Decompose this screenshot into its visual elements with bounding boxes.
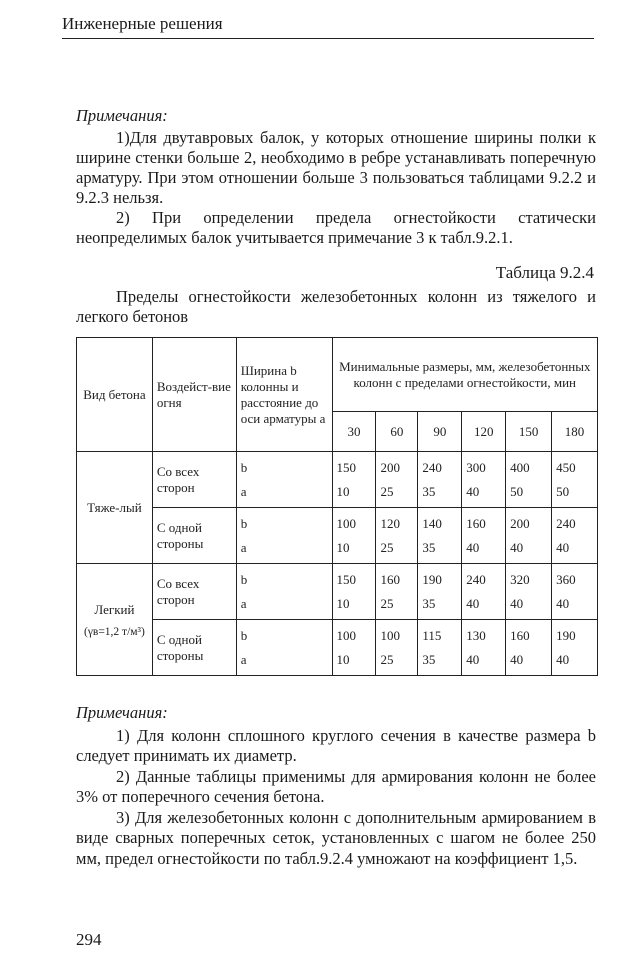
notes-title: Примечания: (76, 106, 168, 125)
table-number: Таблица 9.2.4 (495, 263, 594, 282)
param-labels: b a (236, 564, 332, 620)
value-cell: 100 25 (376, 620, 418, 676)
exposure-all-sides: Со всех сторон (152, 452, 236, 508)
notes-columns (76, 703, 596, 869)
header-concrete-type: Вид бетона (77, 338, 153, 452)
running-header: Инженерные решения (62, 14, 594, 39)
light-label: Легкий (94, 601, 135, 617)
value-cell: 300 40 (462, 452, 506, 508)
header-fire-exposure: Воздейст-вие огня (152, 338, 236, 452)
concrete-type-heavy: Тяже-лый (77, 452, 153, 564)
exposure-one-side: С одной стороны (152, 620, 236, 676)
value-cell: 100 10 (332, 508, 376, 564)
value-cell: 240 40 (462, 564, 506, 620)
limit-cell: 150 (506, 412, 552, 452)
page-number: 294 (76, 930, 102, 949)
exposure-all-sides: Со всех сторон (152, 564, 236, 620)
value-cell: 120 25 (376, 508, 418, 564)
value-cell: 200 25 (376, 452, 418, 508)
note-paragraph: 1) Для колонн сплошного круглого сечения в качестве размера b следует принимать их диаметр. (76, 725, 596, 765)
value-cell: 160 40 (462, 508, 506, 564)
value-cell: 360 40 (552, 564, 598, 620)
value-cell: 190 40 (552, 620, 598, 676)
note-paragraph: 1)Для двутавровых балок, у которых отношение ширины полки к ширине стенки больше 2, необходимо в ребре устанавливать поперечную арматуру. При этом отношении больше 3 пользоваться таблицами 9.2.2 и 9.2.3 нельзя. (76, 128, 596, 207)
limit-cell: 120 (462, 412, 506, 452)
value-cell: 100 10 (332, 620, 376, 676)
value-cell: 240 40 (552, 508, 598, 564)
value-cell: 150 10 (332, 452, 376, 508)
value-cell: 190 35 (418, 564, 462, 620)
param-labels: b a (236, 620, 332, 676)
notes-title: Примечания: (76, 703, 168, 722)
table-caption: Пределы огнестойкости железобетонных колонн из тяжелого и легкого бетонов (76, 287, 596, 326)
header-width-distance: Ширина b колонны и расстояние до оси арматуры a (236, 338, 332, 452)
notes-beams (76, 106, 596, 248)
note-paragraph: 2) Данные таблицы применимы для армирования колонн не более 3% от поперечного сечения бетона. (76, 766, 596, 806)
note-paragraph: 3) Для железобетонных колонн с дополнительным армированием в виде сварных поперечных сеток, установленных с шагом не более 250 мм, предел огнестойкости по табл.9.2.4 умножают на коэффициент 1,5. (76, 807, 596, 868)
limit-cell: 60 (376, 412, 418, 452)
note-paragraph: 2) При определении предела огнестойкости статически неопределимых балок учитывается примечание 3 к табл.9.2.1. (76, 208, 596, 247)
light-density: (γв=1,2 т/м³) (83, 625, 145, 638)
param-labels: b a (236, 508, 332, 564)
limit-cell: 90 (418, 412, 462, 452)
value-cell: 320 40 (506, 564, 552, 620)
value-cell: 160 25 (376, 564, 418, 620)
fire-resistance-table (76, 337, 598, 676)
value-cell: 240 35 (418, 452, 462, 508)
header-min-dimensions: Минимальные размеры, мм, железобетонных колонн с пределами огнестойкости, мин (332, 338, 597, 412)
value-cell: 115 35 (418, 620, 462, 676)
value-cell: 200 40 (506, 508, 552, 564)
value-cell: 150 10 (332, 564, 376, 620)
limit-cell: 180 (552, 412, 598, 452)
value-cell: 450 50 (552, 452, 598, 508)
value-cell: 130 40 (462, 620, 506, 676)
value-cell: 400 50 (506, 452, 552, 508)
value-cell: 160 40 (506, 620, 552, 676)
concrete-type-light (77, 564, 153, 676)
param-labels: b a (236, 452, 332, 508)
limit-cell: 30 (332, 412, 376, 452)
value-cell: 140 35 (418, 508, 462, 564)
exposure-one-side: С одной стороны (152, 508, 236, 564)
